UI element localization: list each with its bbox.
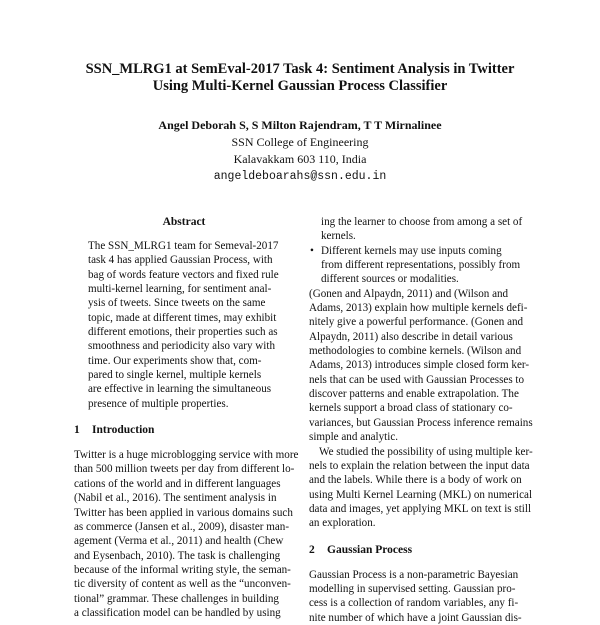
section-2-number: 2 (309, 543, 315, 556)
body-line: tic diversity of content as well as the “unconven- (74, 578, 291, 591)
body-line: kernels. (321, 230, 356, 243)
body-line: nite number of which have a joint Gaussian dis- (309, 611, 522, 624)
title-line-2: Using Multi-Kernel Gaussian Process Classifier (152, 78, 448, 94)
section-2-heading (309, 543, 531, 557)
body-line: data and images, yet applying MKL on text is still (309, 502, 532, 515)
body-line: Twitter has been applied in various domains such (74, 506, 293, 519)
body-line: and Eysenbach, 2010). The task is challenging (74, 549, 281, 562)
abstract-line: different emotions, their properties such as (88, 326, 278, 339)
abstract-line: ysis of tweets. Since tweets on the same (88, 297, 266, 310)
section-1-body (74, 448, 299, 620)
body-line: cess is a collection of random variables, any fi- (309, 597, 519, 610)
body-line: Gaussian Process is a non-parametric Bayesian (309, 568, 519, 581)
abstract-line: smoothness and periodicity also vary with (88, 340, 276, 353)
body-line: methodologies to combine kernels. (Wilson and (309, 345, 522, 358)
bullet-icon: • (310, 244, 314, 257)
body-line: an exploration. (309, 517, 376, 530)
abstract-line: time. Our experiments show that, com- (88, 354, 262, 367)
paper-title (0, 61, 600, 95)
body-line: and the labels. While there is a body of work on (309, 474, 522, 487)
section-1-heading (74, 423, 294, 437)
body-line: tional” grammar. These challenges in building (74, 592, 279, 605)
abstract-line: task 4 has applied Gaussian Process, with (88, 254, 273, 267)
left-column (74, 215, 299, 620)
section-2-title: Gaussian Process (327, 543, 413, 556)
abstract-line: bag of words feature vectors and fixed rule (88, 268, 279, 281)
abstract-body (74, 239, 294, 411)
body-line: nels that can be used with Gaussian Processes to (309, 373, 525, 386)
abstract-heading: Abstract (162, 216, 206, 228)
body-line: using Multi Kernel Learning (MKL) on numerical (309, 488, 533, 501)
body-line: from different representations, possibly from (321, 259, 521, 272)
author-block (0, 117, 600, 185)
body-line: agement (Verma et al., 2011) and health (Chew (74, 535, 284, 548)
body-line: Adams, 2013) explain how multiple kernels defi- (309, 302, 528, 315)
body-line: (Gonen and Alpaydn, 2011) and (Wilson and (309, 287, 509, 300)
body-line: nels to explain the relation between the input data (309, 459, 530, 472)
section-1-number: 1 (74, 424, 80, 437)
body-line: We studied the possibility of using multiple ker- (319, 445, 533, 458)
body-line: Alpaydn, 2011) also describe in detail various (309, 330, 513, 343)
abstract-line: presence of multiple properties. (88, 397, 229, 410)
body-line: Twitter is a huge microblogging service with more (74, 449, 299, 462)
section-1-title: Introduction (92, 424, 155, 437)
body-line: modelling in supervised setting. Gaussian pro- (309, 582, 516, 595)
abstract-line: multi-kernel learning, for sentiment anal- (88, 283, 272, 296)
body-line: cations of the world and in different languages (74, 477, 281, 490)
paragraph-2 (309, 445, 531, 531)
abstract-line: are effective in learning the simultaneous (88, 383, 272, 396)
abstract-line: pared to single kernel, multiple kernels (88, 369, 262, 382)
body-line: different sources or modalities. (321, 273, 459, 286)
paragraph-1 (309, 287, 531, 445)
body-line: discover patterns and enable extrapolation. The (309, 388, 519, 401)
bullet-1-continuation (309, 215, 531, 244)
body-line: ing the learner to choose from among a set of (321, 216, 523, 228)
body-line: as commerce (Jansen et al., 2009), disaster man- (74, 520, 290, 533)
author-email: angeldeboarahs@ssn.edu.in (213, 170, 387, 183)
body-line: nitely give a powerful performance. (Gonen and (309, 316, 524, 329)
body-line: kernels support a broad class of stationary co- (309, 402, 513, 415)
section-2-body (309, 568, 531, 625)
body-line: variances, but Gaussian Process inference remains (309, 416, 533, 429)
body-line: a classification model can be handled by using (74, 606, 281, 619)
right-column (309, 215, 531, 625)
body-line: than 500 million tweets per day from different lo- (74, 463, 295, 476)
bullet-item-2 (309, 244, 531, 287)
body-line: (Nabil et al., 2016). The sentiment analysis in (74, 492, 277, 505)
body-line: Different kernels may use inputs coming (321, 244, 502, 257)
body-line: simple and analytic. (309, 431, 399, 444)
body-line: Adams, 2013) introduces simple closed form ker- (309, 359, 530, 372)
abstract-line: The SSN_MLRG1 team for Semeval-2017 (88, 240, 279, 252)
title-line-1: SSN_MLRG1 at SemEval-2017 Task 4: Sentiment Analysis in Twitter (85, 61, 515, 77)
location: Kalavakkam 603 110, India (233, 152, 367, 166)
abstract-line: topic, made at different times, may exhibit (88, 311, 277, 324)
body-line: because of the informal writing style, the seman- (74, 563, 291, 576)
author-names: Angel Deborah S, S Milton Rajendram, T T Mirnalinee (158, 118, 442, 132)
affiliation: SSN College of Engineering (231, 135, 369, 149)
